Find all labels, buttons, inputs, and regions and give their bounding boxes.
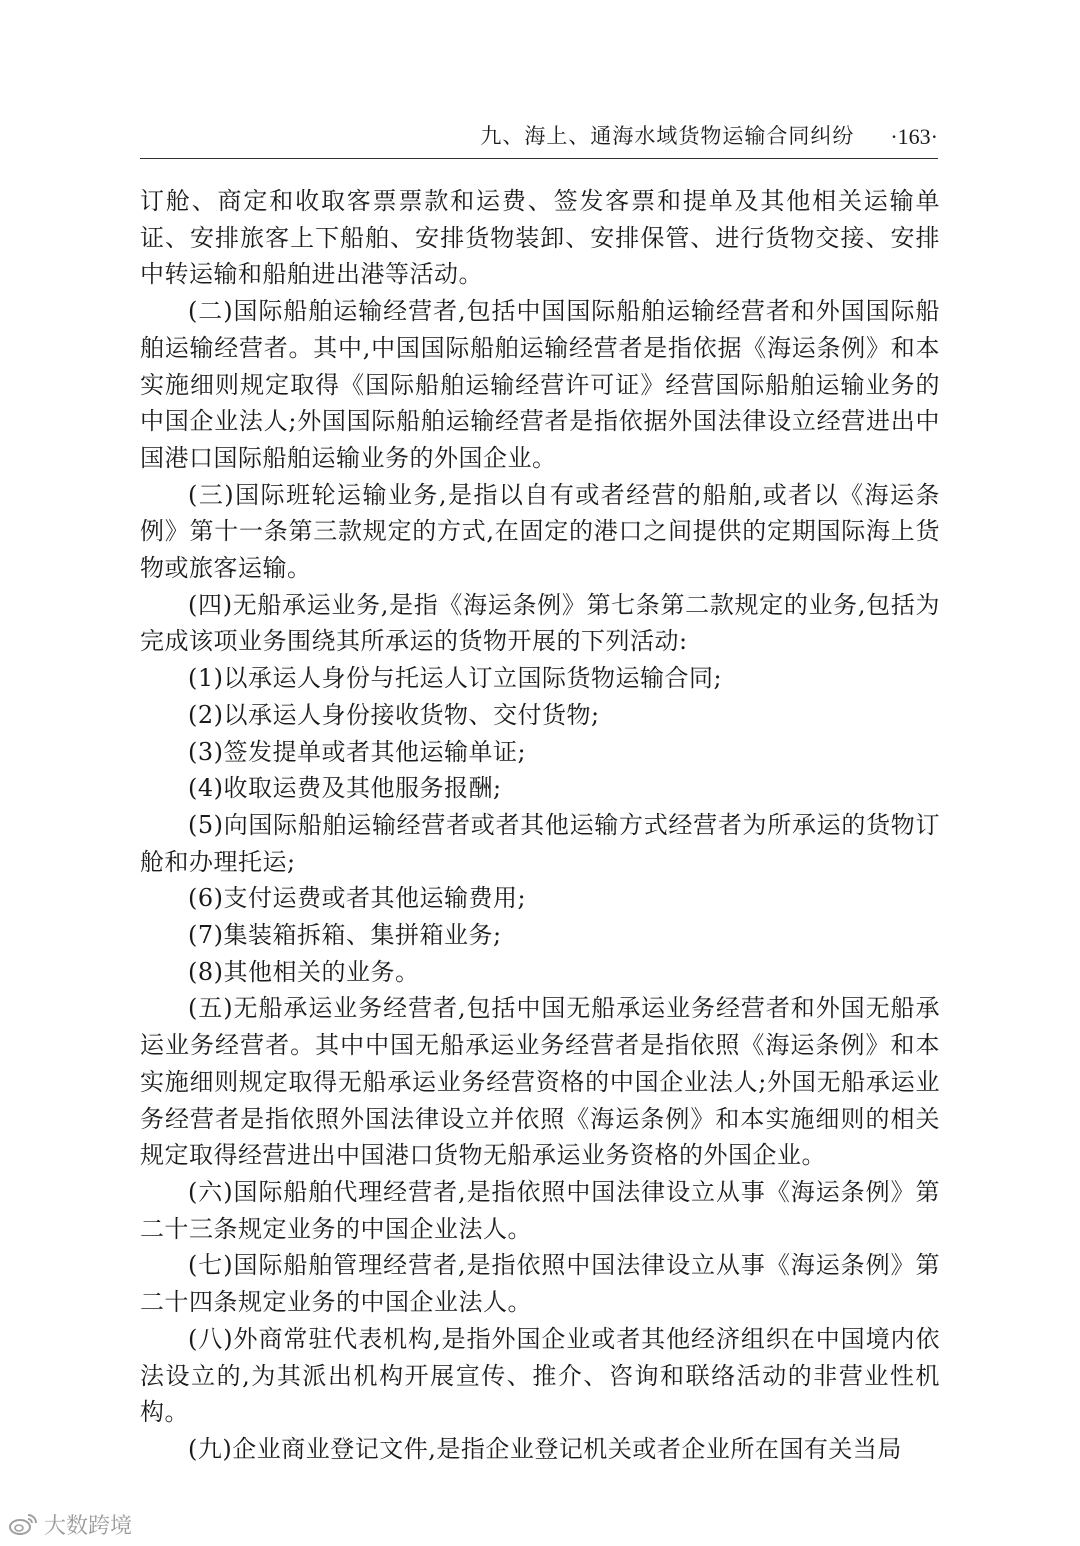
paragraph: (四)无船承运业务,是指《海运条例》第七条第二款规定的业务,包括为完成该项业务围绕其所承运的货物开展的下列活动: [140, 590, 940, 656]
paragraph: (二)国际船舶运输经营者,包括中国国际船舶运输经营者和外国国际船舶运输经营者。其中,中国国际船舶运输经营者是指依据《海运条例》和本实施细则规定取得《国际船舶运输经营许可证》经营国际船舶运输业务的中国企业法人;外国国际船舶运输经营者是指依据外国法律设立经营进出中国港口国际船舶运输业务的外国企业。 [140, 297, 940, 472]
chapter-title: 九、海上、通海水域货物运输合同纠纷 [480, 124, 855, 148]
paragraph: (三)国际班轮运输业务,是指以自有或者经营的船舶,或者以《海运条例》第十一条第三款规定的方式,在固定的港口之间提供的定期国际海上货物或旅客运输。 [140, 480, 940, 583]
weibo-logo-icon [8, 1512, 38, 1536]
paragraph: 订舱、商定和收取客票票款和运费、签发客票和提单及其他相关运输单证、安排旅客上下船舶、安排货物装卸、安排保管、进行货物交接、安排中转运输和船舶进出港等活动。 [140, 187, 940, 289]
list-item: (8)其他相关的业务。 [188, 957, 420, 986]
watermark-text: 大数跨境 [44, 1513, 133, 1539]
running-header [140, 118, 938, 150]
list-item: (7)集装箱拆箱、集拼箱业务; [188, 921, 502, 950]
body-text [140, 183, 940, 1468]
paragraph: (八)外商常驻代表机构,是指外国企业或者其他经济组织在中国境内依法设立的,为其派出机构开展宣传、推介、咨询和联络活动的非营业性机构。 [140, 1324, 940, 1427]
list-item: (3)签发提单或者其他运输单证; [188, 737, 527, 766]
page-number: ·163· [890, 124, 938, 149]
list-item: (4)收取运费及其他服务报酬; [188, 774, 502, 803]
watermark [8, 1508, 132, 1540]
paragraph: (九)企业商业登记文件,是指企业登记机关或者企业所在国有关当局 [188, 1434, 902, 1463]
header-rule [140, 158, 938, 159]
list-item: (1)以承运人身份与托运人订立国际货物运输合同; [188, 664, 723, 693]
list-item: (2)以承运人身份接收货物、交付货物; [188, 700, 600, 729]
paragraph: (七)国际船舶管理经营者,是指依照中国法律设立从事《海运条例》第二十四条规定业务的中国企业法人。 [140, 1251, 940, 1317]
paragraph: (六)国际船舶代理经营者,是指依照中国法律设立从事《海运条例》第二十三条规定业务的中国企业法人。 [140, 1177, 940, 1243]
list-item: (5)向国际船舶运输经营者或者其他运输方式经营者为所承运的货物订舱和办理托运; [140, 810, 940, 876]
paragraph: (五)无船承运业务经营者,包括中国无船承运业务经营者和外国无船承运业务经营者。其中中国无船承运业务经营者是指依照《海运条例》和本实施细则规定取得无船承运业务经营资格的中国企业法人;外国无船承运业务经营者是指依照外国法律设立并依照《海运条例》和本实施细则的相关规定取得经营进出中国港口货物无船承运业务资格的外国企业。 [140, 994, 940, 1170]
list-item: (6)支付运费或者其他运输费用; [188, 884, 527, 913]
